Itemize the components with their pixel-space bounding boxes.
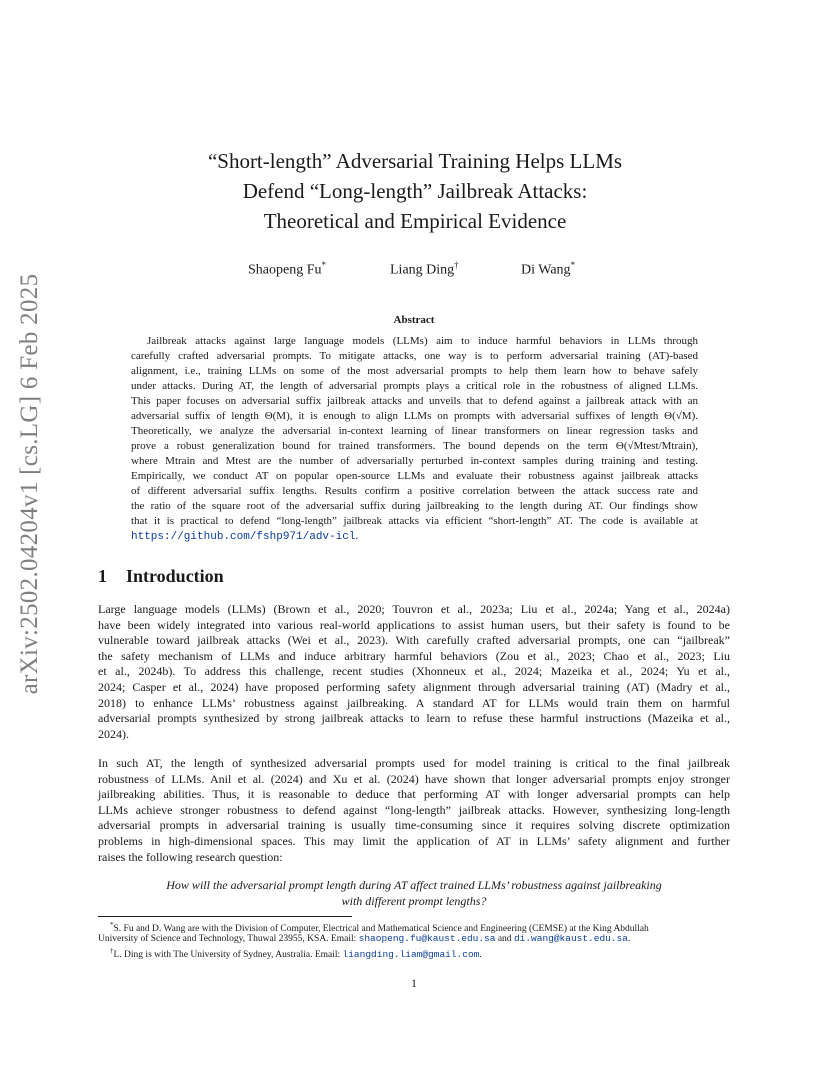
footnote-1: *S. Fu and D. Wang are with the Division of Computer, Electrical and Mathematical Science and Engineering (CEMSE) at the King Abdullah — [110, 921, 649, 935]
research-question — [98, 878, 730, 909]
intro-paragraph-2 — [98, 756, 730, 865]
footnote-2: †L. Ding is with The University of Sydney, Australia. Email: liangding.liam@gmail.com. — [110, 947, 482, 961]
abstract-line: adversarial suffix of length Θ(M), it is enough to align LLMs on prompts with adversarial suffixes of length Θ(√M). — [131, 410, 698, 422]
page-number: 1 — [411, 976, 417, 990]
abstract-body — [131, 334, 698, 544]
intro-paragraph-1 — [98, 602, 730, 742]
body-line: 2024). — [98, 726, 129, 741]
research-question-line-1: How will the adversarial prompt length during AT affect trained LLMs’ robustness against jailbreaking — [166, 878, 662, 892]
title-line-2: Defend “Long-length” Jailbreak Attacks: — [242, 179, 588, 203]
section-number: 1 — [98, 566, 107, 586]
arxiv-identifier: arXiv:2502.04204v1 [cs.LG] 6 Feb 2025 — [16, 273, 43, 695]
abstract-line: of different adversarial suffix lengths. Results confirm a positive correlation between the attack success rate and — [131, 485, 698, 497]
abstract-line: under attacks. During AT, the length of adversarial prompts plays a critical role in the robustness of aligned LLMs. — [131, 380, 698, 392]
body-line: et al., 2024b). To address this challenge, recent studies (Xhonneux et al., 2024; Mazeika et al., 2024; Yu et al., — [98, 664, 730, 679]
body-line: vulnerable toward jailbreak attacks (Wei et al., 2023). With carefully crafted adversarial prompts, one can “jailbreak” — [98, 633, 730, 648]
body-line: problems in high-dimensional spaces. This may limit the application of AT in LLMs’ safety alignment and further — [98, 833, 730, 848]
abstract-line: Empirically, we conduct AT on popular open-source LLMs and evaluate their robustness against jailbreak attacks — [131, 470, 698, 482]
abstract-line: Jailbreak attacks against large language models (LLMs) aim to induce harmful behaviors in LLMs through — [147, 335, 698, 347]
abstract-line: the ratio of the square root of the adversarial suffix during jailbreaking to the length during AT. Our findings show — [131, 500, 698, 512]
author-ding: Liang Ding† — [390, 260, 459, 278]
body-line: 2018) to enhance LLMs’ robustness against jailbreaking. A standard AT for LLMs would train them on harmful — [98, 695, 730, 710]
research-question-line-2: with different prompt lengths? — [341, 893, 487, 908]
abstract-line: Theoretically, we analyze the adversarial in-context learning of linear transformers on linear regression tasks and — [131, 425, 698, 437]
abstract-line: This paper focuses on adversarial suffix jailbreak attacks and unveils that to defend against a jailbreak attack with an — [131, 395, 698, 407]
author-fu: Shaopeng Fu* — [248, 260, 326, 278]
footnote-divider — [98, 916, 352, 917]
body-line: adversarial prompts synthesized by strong jailbreak attacks to learn to refuse these harmful instructions (Mazeika et al., — [98, 711, 730, 726]
abstract-line: that it is practical to defend “long-length” jailbreak attacks via efficient “short-length” AT. The code is available at — [131, 515, 698, 527]
abstract-line: prove a robust generalization bound for trained transformers. The bound depends on the term Θ(√Mtest/Mtrain), — [131, 440, 698, 452]
body-line: LLMs achieve stronger robustness to defend against “long-length” jailbreak attacks. However, synthesizing long-length — [98, 802, 730, 817]
footnote-1-continued: University of Science and Technology, Thuwal 23955, KSA. Email: shaopeng.fu@kaust.edu.sa and di.wang@kaust.edu.sa. — [98, 933, 631, 944]
body-line: jailbreaking abilities. Thus, it is reasonable to deduce that performing AT with longer adversarial prompts can help — [98, 787, 730, 802]
paper-title — [120, 146, 710, 236]
author-wang: Di Wang* — [521, 260, 576, 278]
body-line: robustness of LLMs. Anil et al. (2024) and Xu et al. (2024) have shown that longer adversarial prompts enjoy stronger — [98, 771, 730, 786]
body-line: have been widely integrated into various real-world applications to assist human users, but their safety is found to be — [98, 617, 730, 632]
abstract-line: carefully crafted adversarial prompts. To mitigate attacks, one way is to perform adversarial training (AT)-based — [131, 350, 698, 362]
email-link-ding[interactable]: liangding.liam@gmail.com — [342, 949, 480, 961]
body-line: adversarial prompts in adversarial training is usually time-consuming since it requires solving discrete optimization — [98, 818, 730, 833]
author-list — [0, 260, 828, 282]
title-line-1: “Short-length” Adversarial Training Helps LLMs — [207, 149, 623, 173]
abstract-line: where Mtrain and Mtest are the number of adversarially perturbed in-context samples during training and testing. — [131, 455, 698, 467]
email-link-fu[interactable]: shaopeng.fu@kaust.edu.sa — [358, 933, 496, 944]
section-heading-introduction — [98, 566, 224, 587]
body-line: raises the following research question: — [98, 849, 283, 864]
abstract-code-line: https://github.com/fshp971/adv-icl. — [131, 530, 359, 543]
code-repository-link[interactable]: https://github.com/fshp971/adv-icl — [131, 531, 356, 543]
title-line-3: Theoretical and Empirical Evidence — [263, 209, 567, 233]
body-line: Large language models (LLMs) (Brown et al., 2020; Touvron et al., 2023a; Liu et al., 2024a; Yang et al., 2024a) — [98, 602, 730, 616]
footnotes — [98, 919, 730, 961]
abstract-line: alignment, i.e., training LLMs on some of the most adversarial prompts to help them learn how to behave safely — [131, 365, 698, 377]
email-link-wang[interactable]: di.wang@kaust.edu.sa — [513, 933, 628, 944]
arxiv-side-stamp — [12, 273, 48, 695]
section-title: Introduction — [126, 566, 224, 586]
body-line: In such AT, the length of synthesized adversarial prompts used for model training is critical to the final jailbreak — [98, 756, 730, 770]
body-line: 2024; Casper et al., 2024) have proposed performing safety alignment through adversarial training (AT) (Madry et al., — [98, 679, 730, 694]
body-line: the safety mechanism of LLMs and induce arbitrary harmful behaviors (Zou et al., 2023; Chao et al., 2023; Liu — [98, 648, 730, 663]
abstract-heading: Abstract — [393, 314, 435, 326]
